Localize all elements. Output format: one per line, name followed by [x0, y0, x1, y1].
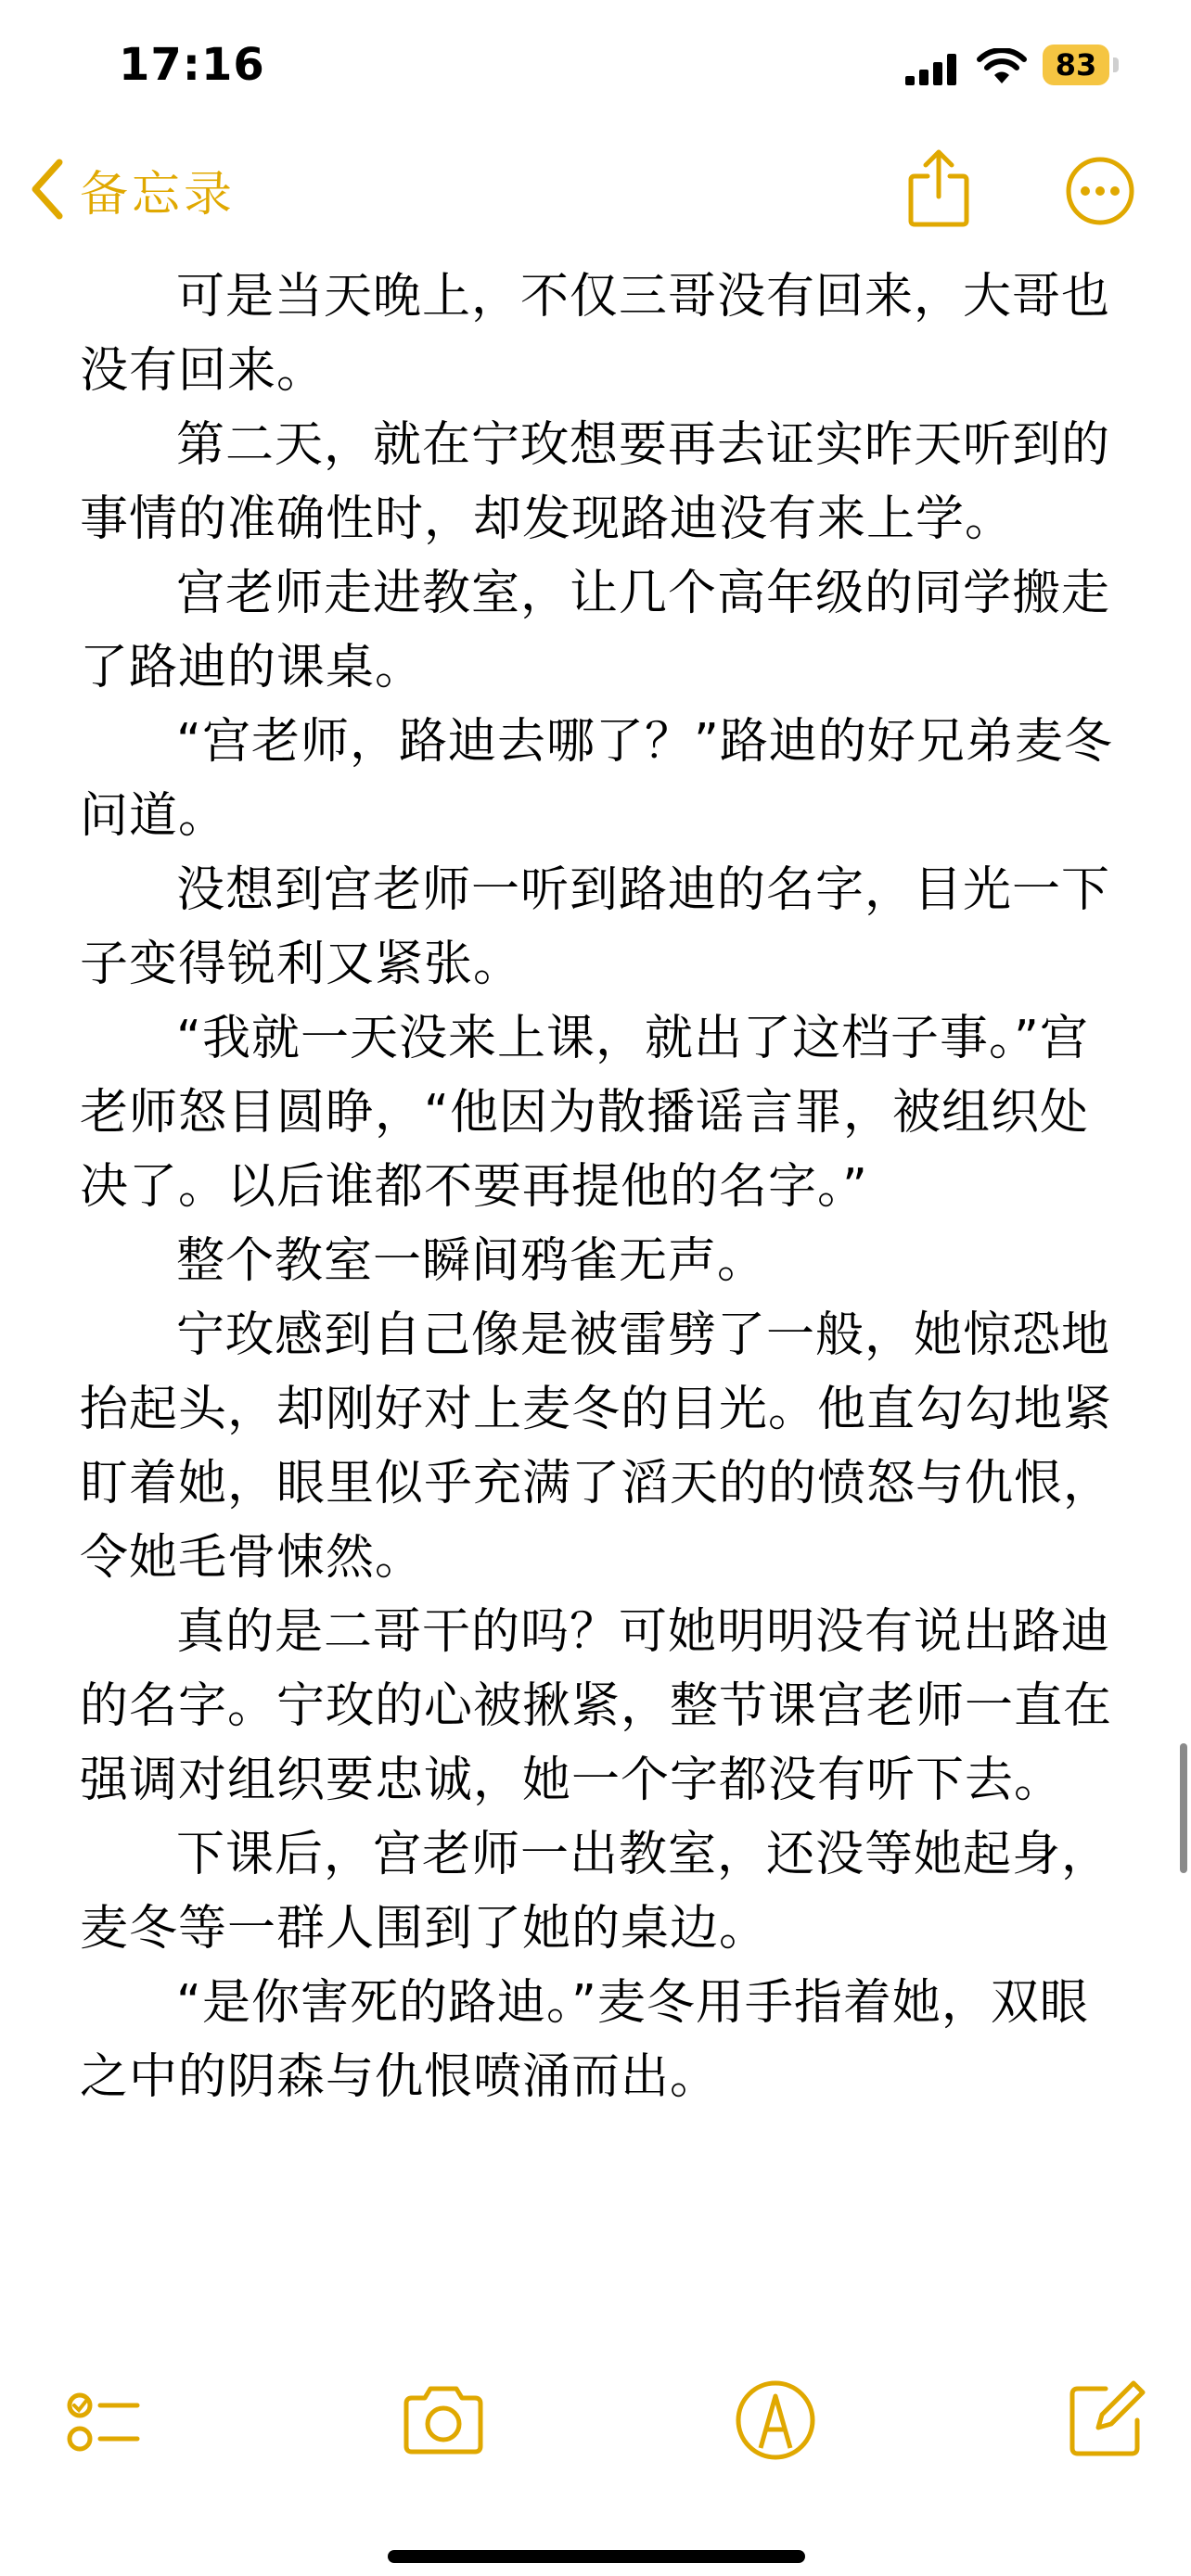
- note-paragraph: 整个教室一瞬间鸦雀无声。: [176, 1233, 767, 1289]
- battery-tip: [1113, 57, 1119, 72]
- more-icon[interactable]: [1065, 156, 1135, 226]
- back-label: 备忘录: [80, 166, 237, 223]
- note-paragraph: 宁玫感到自己像是被雷劈了一般，她惊恐地抬起头，却刚好对上麦冬的目光。他直勾勾地紧盯着她，眼里似乎充满了滔天的的愤怒与仇恨，令她毛骨悚然。: [80, 1307, 1113, 1586]
- note-body[interactable]: [80, 260, 1119, 2114]
- note-paragraph: 下课后，宫老师一出教室，还没等她起身，麦冬等一群人围到了她的桌边。: [80, 1827, 1111, 1957]
- note-paragraph: 真的是二哥干的吗？可她明明没有说出路迪的名字。宁玫的心被揪紧，整节课宫老师一直在强调对组织要忠诚，她一个字都没有听下去。: [80, 1604, 1113, 1808]
- nav-bar: [0, 130, 1191, 250]
- camera-icon[interactable]: [397, 2374, 490, 2467]
- status-bar: [0, 0, 1191, 130]
- markup-icon[interactable]: [729, 2374, 822, 2467]
- share-icon[interactable]: [905, 148, 972, 228]
- note-paragraph: “是你害死的路迪。”麦冬用手指着她，双眼之中的阴森与仇恨喷涌而出。: [80, 1975, 1089, 2105]
- scroll-indicator[interactable]: [1180, 1743, 1187, 1873]
- note-paragraph: 可是当天晚上，不仅三哥没有回来，大哥也没有回来。: [80, 269, 1111, 399]
- note-paragraph: “宫老师，路迪去哪了？”路迪的好兄弟麦冬问道。: [80, 714, 1113, 844]
- wifi-icon: [976, 48, 1028, 85]
- status-time: 17:16: [119, 39, 265, 91]
- bottom-toolbar: [0, 2374, 1191, 2504]
- cellular-signal-icon: [905, 54, 957, 85]
- note-paragraph: 没想到宫老师一听到路迪的名字，目光一下子变得锐利又紧张。: [80, 862, 1111, 992]
- note-paragraph: “我就一天没来上课，就出了这档子事。”宫老师怒目圆睁，“他因为散播谣言罪，被组织处决了。以后谁都不要再提他的名字。”: [80, 1011, 1089, 1215]
- battery-level-badge: 83: [1043, 45, 1109, 85]
- chevron-left-icon: [28, 157, 65, 222]
- checklist-icon[interactable]: [59, 2374, 152, 2467]
- note-paragraph: 宫老师走进教室，让几个高年级的同学搬走了路迪的课桌。: [80, 566, 1111, 695]
- home-indicator[interactable]: [388, 2550, 805, 2563]
- back-button[interactable]: [28, 152, 236, 226]
- note-paragraph: 第二天，就在宁玫想要再去证实昨天听到的事情的准确性时，却发现路迪没有来上学。: [80, 417, 1111, 547]
- compose-icon[interactable]: [1059, 2374, 1152, 2467]
